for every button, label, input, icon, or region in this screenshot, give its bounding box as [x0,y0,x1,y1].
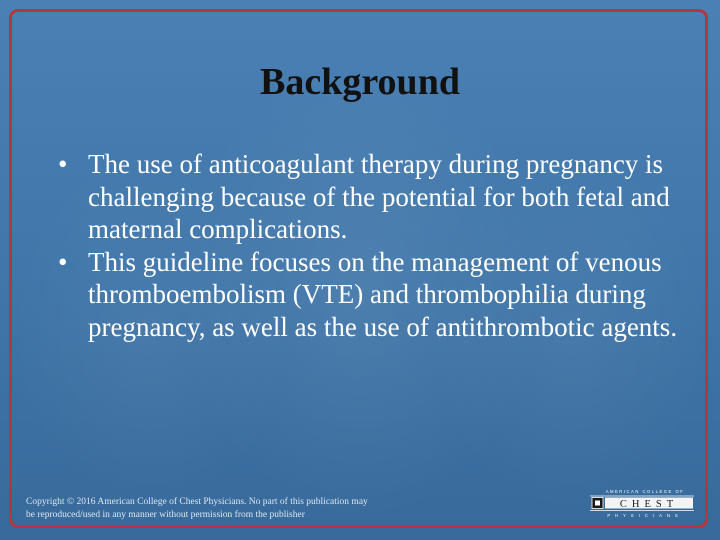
logo-main-text: CHEST [619,499,679,510]
chest-logo [588,488,696,520]
logo-bottom-text: PHYSICIANS [607,513,683,518]
copyright-notice [26,496,406,521]
bullet-text: The use of anticoagulant therapy during pregnancy is challenging because of the potential for both fetal and maternal complications. [88,149,670,244]
bullet-item [58,246,678,344]
copyright-line: be reproduced/used in any manner without permission from the publisher [26,509,305,520]
logo-top-text: AMERICAN COLLEGE OF [605,489,685,494]
bullet-marker: • [58,246,68,277]
copyright-line: Copyright © 2016 American College of Chest Physicians. No part of this publication may [26,497,368,507]
bullet-list [58,148,678,343]
bullet-marker: • [58,149,68,179]
bullet-item [58,148,678,246]
slide-title: Background [260,61,460,103]
bullet-text: This guideline focuses on the management of venous thromboembolism (VTE) and thrombophilia during pregnancy, as well as the use of antithrombotic agents. [88,246,678,342]
